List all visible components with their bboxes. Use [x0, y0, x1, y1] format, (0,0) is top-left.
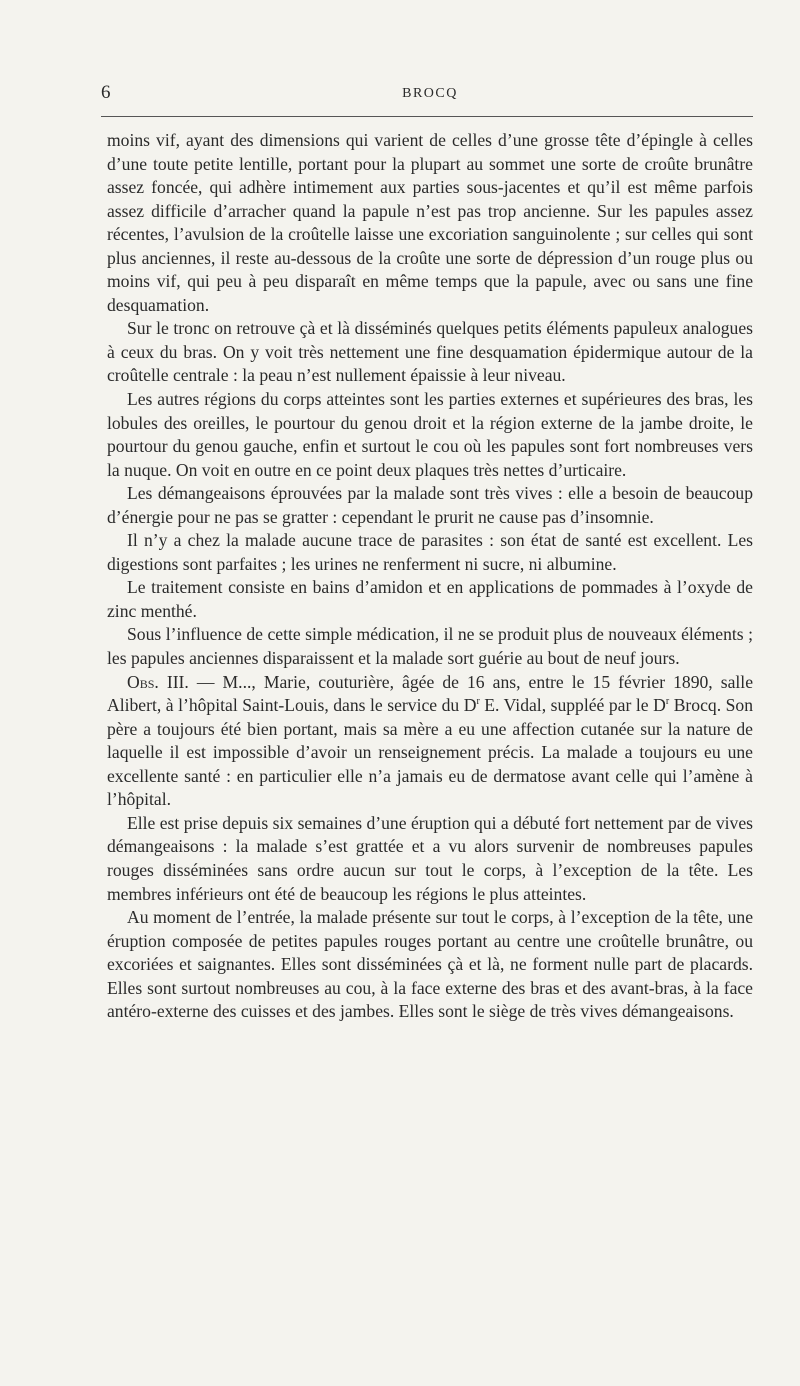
paragraph: Il n’y a chez la malade aucune trace de parasites : son état de santé est excellent. Les digestions sont parfaites ; les urines ne renferment ni sucre, ni albumine. — [107, 530, 753, 574]
paragraph: Sous l’influence de cette simple médication, il ne se produit plus de nouveaux éléments ; les papules anciennes disparaissent et la malade sort guérie au bout de neuf jours. — [107, 624, 753, 669]
header-rule — [101, 116, 753, 117]
paragraph: Les démangeaisons éprouvées par la malade sont très vives : elle a besoin de beaucoup d’énergie pour ne pas se gratter : cependant le prurit ne cause pas d’insomnie. — [107, 483, 753, 527]
body-text — [107, 129, 753, 1024]
superscript: r — [665, 696, 670, 708]
page — [101, 80, 754, 1024]
paragraph: Le traitement consiste en bains d’amidon et en applications de pommades à l’oxyde de zinc menthé. — [107, 577, 753, 621]
paragraph-continued: moins vif, ayant des dimensions qui varient de celles d’une grosse tête d’épingle à celles d’une toute petite lentille, portant pour la plupart au sommet une sorte de croûte brunâtre assez foncée, qui adhère intimement aux parties sous-jacentes et qu’il est même parfois assez difficile d’arracher quand la papule n’est pas trop ancienne. Sur les papules assez récentes, l’avulsion de la croûtelle laisse une excoriation sanguinolente ; sur celles qui sont plus anciennes, il reste au-dessous de la croûte une sorte de dépression d’un rouge plus ou moins vif, qui peu à peu disparaît en même temps que la papule, avec ou sans une fine desquamation. — [107, 130, 753, 315]
running-head: BROCQ — [402, 86, 458, 101]
observation-text: — M..., Marie, couturière, âgée de 16 ans, entre le 15 février 1890, salle Alibert, à l’hôpital Saint-Louis, dans le service du D — [107, 671, 754, 716]
paragraph: Les autres régions du corps atteintes sont les parties externes et supérieures des bras, les lobules des oreilles, le pourtour du genou droit et la région externe de la jambe droite, le pourtour du genou gauche, enfin et surtout le cou où les papules sont fort nombreuses vers la nuque. On voit en outre en ce point deux plaques très nettes d’urticaire. — [107, 389, 753, 480]
observation-paragraph — [107, 671, 753, 812]
observation-text: E. Vidal, suppléé par le D — [479, 695, 666, 716]
paragraph: Elle est prise depuis six semaines d’une éruption qui a débuté fort nettement par de vives démangeaisons : la malade s’est grattée et a vu alors survenir de nombreuses papules rouges disséminées sans ordre aucun sur tout le corps, à l’exception de la tête. Les membres inférieurs ont été de beaucoup les régions le plus atteintes. — [107, 812, 753, 904]
paragraph: Sur le tronc on retrouve çà et là disséminés quelques petits éléments papuleux analogues à ceux du bras. On y voit très nettement une fine desquamation épidermique autour de la croûtelle centrale : la peau n’est nullement épaissie à leur niveau. — [107, 318, 753, 386]
paragraph: Au moment de l’entrée, la malade présente sur tout le corps, à l’exception de la tête, une éruption composée de petites papules rouges portant au centre une croûtelle brunâtre, ou excoriées et saignantes. Elles sont disséminées çà et là, ne forment nulle part de placards. Elles sont surtout nombreuses au cou, à la face externe des bras et des avant-bras, à la face antéro-externe des cuisses et des jambes. Elles sont le siège de très vives démangeaisons. — [107, 907, 753, 1022]
observation-text: Brocq. Son père a toujours été bien portant, mais sa mère a eu une affection cutanée sur la nature de laquelle il est impossible d’avoir un renseignement précis. La malade a toujours eu une excellente santé : en particulier elle n’a jamais eu de dermatose avant celle qui l’amène à l’hôpital. — [107, 695, 753, 810]
page-number: 6 — [101, 82, 111, 103]
superscript: r — [476, 696, 480, 708]
page-header — [101, 80, 753, 116]
observation-label: Obs. III. — [127, 671, 189, 692]
